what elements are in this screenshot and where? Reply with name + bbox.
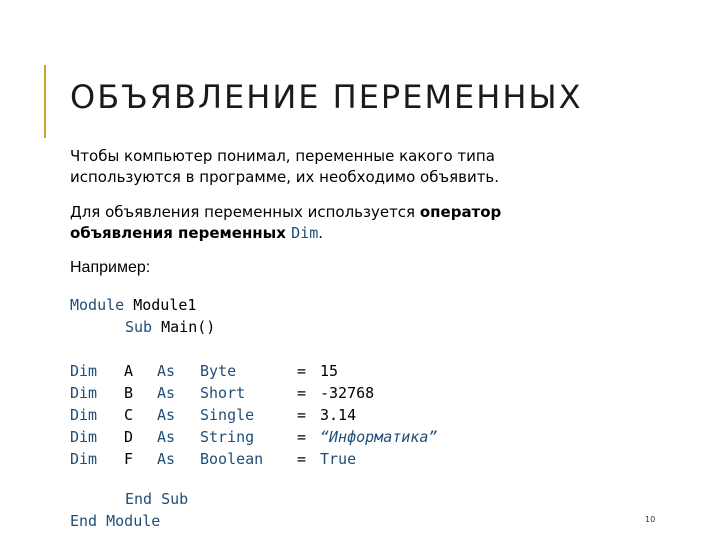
dim-text-bold-2: объявления переменных [70,224,292,242]
decl-eq: = [297,428,307,446]
decl-var: C [124,406,134,424]
decl-value: -32768 [320,384,375,402]
decl-value: True [320,450,357,468]
decl-var: F [124,450,134,468]
decl-as: As [157,406,176,424]
slide-title: ОБЪЯВЛЕНИЕ ПЕРЕМЕННЫХ [70,78,583,116]
decl-type: Boolean [200,450,264,468]
dim-text-bold-1: оператор [419,203,502,221]
decl-var: D [124,428,134,446]
decl-as: As [157,450,176,468]
end-sub-line: End Sub [125,490,189,508]
decl-value: 15 [320,362,339,380]
declaration-row [0,428,720,450]
dim-paragraph [70,202,670,244]
decl-dim: Dim [70,450,98,468]
sub-keyword: Sub [125,318,153,336]
decl-eq: = [297,362,307,380]
declaration-row [0,384,720,406]
declaration-row [0,406,720,428]
decl-value: “Информатика” [320,428,438,446]
end-module-line [70,512,160,530]
dim-keyword: Dim [291,224,319,242]
title-accent-bar [44,65,46,138]
intro-line-1: Чтобы компьютер понимал, переменные какого типа [70,147,495,165]
module-name: Module1 [124,296,197,314]
dim-text-end: . [318,224,324,242]
decl-type: Single [200,406,255,424]
decl-eq: = [297,406,307,424]
end-module-name: Module [97,512,161,530]
decl-value: 3.14 [320,406,357,424]
intro-line-2: используются в программе, их необходимо объявить. [70,168,500,186]
module-line [70,296,196,314]
decl-var: A [124,362,134,380]
decl-dim: Dim [70,406,98,424]
dim-text-plain: Для объявления переменных используется [70,203,420,221]
declaration-row [0,450,720,472]
intro-paragraph [70,146,670,188]
decl-var: B [124,384,134,402]
decl-type: String [200,428,255,446]
sub-line [125,318,215,336]
decl-dim: Dim [70,384,98,402]
page-number: 10 [645,515,656,524]
decl-dim: Dim [70,428,98,446]
decl-as: As [157,384,176,402]
decl-type: Short [200,384,246,402]
declaration-row [0,362,720,384]
example-label: Например: [70,259,151,276]
end-keyword: End [70,512,98,530]
decl-type: Byte [200,362,237,380]
decl-eq: = [297,450,307,468]
decl-as: As [157,362,176,380]
module-keyword: Module [70,296,125,314]
decl-dim: Dim [70,362,98,380]
decl-eq: = [297,384,307,402]
sub-name: Main() [152,318,216,336]
decl-as: As [157,428,176,446]
